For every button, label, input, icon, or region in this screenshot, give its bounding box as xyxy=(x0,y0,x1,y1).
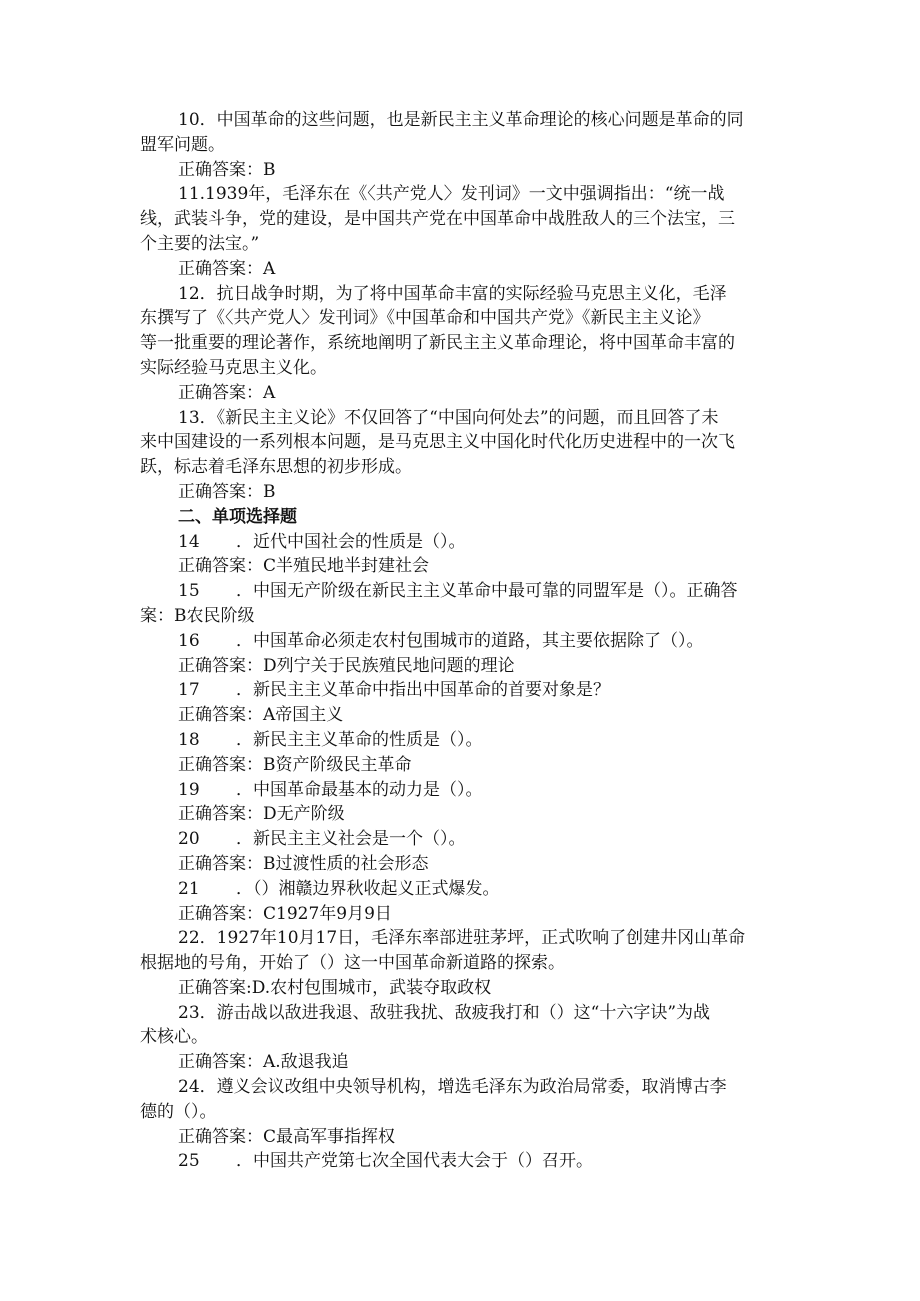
line-text: ．遵义会议改组中央领导机构，增选毛泽东为政治局常委，取消博古李 xyxy=(199,1077,727,1098)
line-text: ．中国革命最基本的动力是（）。 xyxy=(236,779,483,800)
answer-line xyxy=(140,480,790,505)
question-line xyxy=(140,678,790,703)
line-text: ．《新民主主义论》不仅回答了“中国向何处去”的问题，而且回答了未 xyxy=(199,407,719,428)
answer-line xyxy=(140,1050,790,1075)
question-number: 14 xyxy=(178,531,200,552)
line-text: 术核心。 xyxy=(140,1027,208,1048)
question-line xyxy=(140,406,790,431)
line-text: ．中国革命必须走农村包围城市的道路，其主要依据除了（）。 xyxy=(236,630,704,651)
question-number: 25 xyxy=(178,1151,200,1172)
line-text: 正确答案：D无产阶级 xyxy=(178,804,345,825)
answer-line xyxy=(140,753,790,778)
document-body xyxy=(140,108,790,1174)
text-line xyxy=(140,232,790,257)
answer-line xyxy=(140,802,790,827)
line-text: 二、单项选择题 xyxy=(178,506,297,527)
answer-line xyxy=(140,902,790,927)
line-text: ．1927年10月17日，毛泽东率部进驻茅坪，正式吹响了创建井冈山革命 xyxy=(199,928,746,949)
line-text: ．游击战以敌进我退、敌驻我扰、敌疲我打和（）这“十六字诀”为战 xyxy=(199,1002,711,1023)
text-line xyxy=(140,356,790,381)
line-text: 11.1939年，毛泽东在《〈共产党人〉发刊词》一文中强调指出：“统一战 xyxy=(178,184,725,205)
text-line xyxy=(140,604,790,629)
text-line xyxy=(140,133,790,158)
text-line xyxy=(140,207,790,232)
answer-line xyxy=(140,976,790,1001)
line-text: ．中国共产党第七次全国代表大会于（）召开。 xyxy=(236,1151,593,1172)
question-number: 13 xyxy=(178,407,200,428)
line-text: ．近代中国社会的性质是（）。 xyxy=(236,531,466,552)
question-number: 22 xyxy=(178,928,200,949)
text-line xyxy=(140,331,790,356)
answer-line xyxy=(140,158,790,183)
text-line xyxy=(140,1100,790,1125)
line-text: 正确答案：A xyxy=(178,258,276,279)
answer-line xyxy=(140,852,790,877)
question-number: 10 xyxy=(178,110,200,130)
line-text: ．中国革命的这些问题，也是新民主主义革命理论的核心问题是革命的同 xyxy=(199,110,744,130)
line-text: 德的（）。 xyxy=(140,1101,217,1122)
line-text: 正确答案：C1927年9月9日 xyxy=(178,903,392,924)
text-line xyxy=(140,455,790,480)
question-line xyxy=(140,530,790,555)
question-line xyxy=(140,108,790,133)
line-text: 跃，标志着毛泽东思想的初步形成。 xyxy=(140,457,412,478)
line-text: ．新民主主义革命的性质是（）。 xyxy=(236,729,483,750)
line-text: ．新民主主义社会是一个（）。 xyxy=(236,829,466,850)
question-line xyxy=(140,877,790,902)
question-number: 21 xyxy=(178,878,200,899)
question-line xyxy=(140,827,790,852)
line-text: 正确答案：C最高军事指挥权 xyxy=(178,1126,396,1147)
question-line xyxy=(140,1001,790,1026)
answer-line xyxy=(140,1125,790,1150)
question-number: 20 xyxy=(178,829,200,850)
question-line xyxy=(140,579,790,604)
line-text: 个主要的法宝。” xyxy=(140,233,260,254)
line-text: 盟军问题。 xyxy=(140,134,225,155)
question-number: 12 xyxy=(178,283,200,304)
question-number: 16 xyxy=(178,630,200,651)
line-text: 案：B农民阶级 xyxy=(140,605,255,626)
question-number: 15 xyxy=(178,581,200,602)
question-number: 24 xyxy=(178,1077,200,1098)
question-line xyxy=(140,926,790,951)
text-line xyxy=(140,951,790,976)
line-text: 正确答案：A xyxy=(178,382,276,403)
text-line xyxy=(140,1025,790,1050)
answer-line xyxy=(140,257,790,282)
line-text: 正确答案：B xyxy=(178,481,276,502)
text-line xyxy=(140,306,790,331)
question-line xyxy=(140,1149,790,1174)
question-number: 18 xyxy=(178,729,200,750)
question-number: 17 xyxy=(178,680,200,701)
answer-line xyxy=(140,654,790,679)
line-text: 等一批重要的理论著作，系统地阐明了新民主主义革命理论，将中国革命丰富的 xyxy=(140,333,735,354)
line-text: 正确答案：C半殖民地半封建社会 xyxy=(178,556,430,577)
question-line xyxy=(140,629,790,654)
line-text: 实际经验马克思主义化。 xyxy=(140,357,327,378)
line-text: ．（）湘赣边界秋收起义正式爆发。 xyxy=(236,878,500,899)
line-text: 正确答案：A.敌退我追 xyxy=(178,1052,349,1073)
line-text: ．抗日战争时期，为了将中国革命丰富的实际经验马克思主义化，毛泽 xyxy=(199,283,727,304)
answer-line xyxy=(140,703,790,728)
line-text: 正确答案：B资产阶级民主革命 xyxy=(178,754,412,775)
question-number: 23 xyxy=(178,1002,200,1023)
section-heading xyxy=(140,505,790,530)
line-text: 正确答案：D列宁关于民族殖民地问题的理论 xyxy=(178,655,515,676)
answer-line xyxy=(140,381,790,406)
line-text: 线，武装斗争，党的建设，是中国共产党在中国革命中战胜敌人的三个法宝，三 xyxy=(140,209,735,230)
line-text: 正确答案：A帝国主义 xyxy=(178,705,344,726)
line-text: 来中国建设的一系列根本问题，是马克思主义中国化时代化历史进程中的一次飞 xyxy=(140,432,735,453)
text-line xyxy=(140,182,790,207)
text-line xyxy=(140,430,790,455)
question-line xyxy=(140,728,790,753)
question-line xyxy=(140,1075,790,1100)
question-line xyxy=(140,778,790,803)
line-text: 根据地的号角，开始了（）这一中国革命新道路的探索。 xyxy=(140,953,565,974)
line-text: 正确答案：B xyxy=(178,159,276,180)
answer-line xyxy=(140,554,790,579)
line-text: ．中国无产阶级在新民主主义革命中最可靠的同盟军是（）。正确答 xyxy=(236,581,738,602)
question-line xyxy=(140,282,790,307)
line-text: 东撰写了《〈共产党人〉发刊词》《中国革命和中国共产党》《新民主主义论》 xyxy=(140,308,710,329)
question-number: 19 xyxy=(178,779,200,800)
line-text: ．新民主主义革命中指出中国革命的首要对象是？ xyxy=(236,680,610,701)
line-text: 正确答案：B过渡性质的社会形态 xyxy=(178,853,429,874)
line-text: 正确答案:D.农村包围城市，武装夺取政权 xyxy=(178,977,492,998)
